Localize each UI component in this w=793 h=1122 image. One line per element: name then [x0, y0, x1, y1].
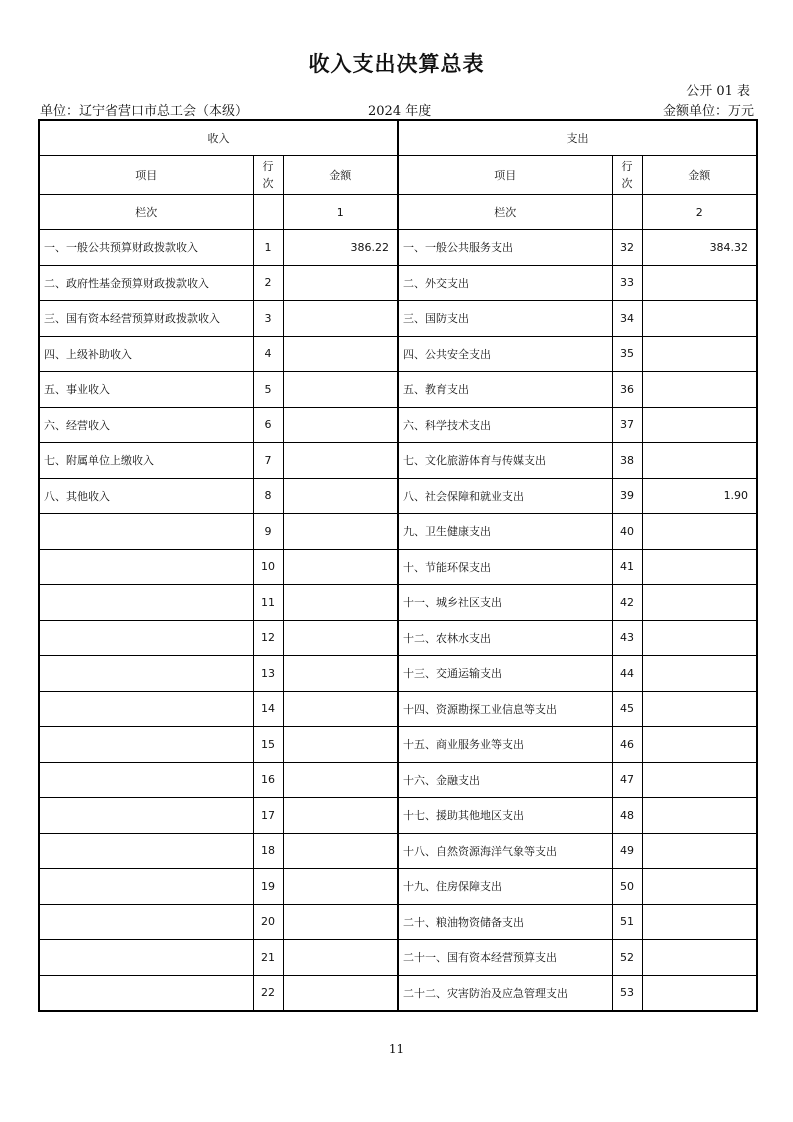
income-item-cell: [39, 869, 253, 905]
report-meta: [40, 100, 754, 119]
income-item-cell: [39, 975, 253, 1011]
income-item-cell: 七、附属单位上缴收入: [39, 443, 253, 479]
expense-amount-cell: [642, 620, 757, 656]
table-row: [39, 407, 757, 443]
income-line-cell: 20: [253, 904, 283, 940]
expense-line-cell: 33: [612, 265, 642, 301]
expense-line-cell: 42: [612, 585, 642, 621]
income-amount-cell: [283, 940, 398, 976]
income-amount-cell: [283, 620, 398, 656]
income-line-cell: 18: [253, 833, 283, 869]
income-amount-cell: [283, 975, 398, 1011]
expense-amount-cell: [642, 549, 757, 585]
expense-lanci-label: 栏次: [398, 195, 612, 230]
expense-line-cell: 43: [612, 620, 642, 656]
expense-amount-cell: 1.90: [642, 478, 757, 514]
expense-column-number: 2: [642, 195, 757, 230]
income-line-header: [253, 156, 283, 195]
table-row: [39, 798, 757, 834]
income-lanci-blank: [253, 195, 283, 230]
income-amount-cell: [283, 549, 398, 585]
expense-line-cell: 36: [612, 372, 642, 408]
line-header-bottom: 次: [262, 177, 274, 190]
expense-amount-header: 金额: [642, 156, 757, 195]
table-row: [39, 443, 757, 479]
income-item-cell: 一、一般公共预算财政拨款收入: [39, 230, 253, 266]
expense-amount-cell: [642, 904, 757, 940]
income-item-cell: 八、其他收入: [39, 478, 253, 514]
expense-amount-cell: [642, 869, 757, 905]
income-amount-cell: [283, 336, 398, 372]
expense-amount-cell: [642, 798, 757, 834]
column-number-row: [39, 195, 757, 230]
expense-line-cell: 49: [612, 833, 642, 869]
income-item-cell: [39, 656, 253, 692]
expense-line-cell: 52: [612, 940, 642, 976]
income-amount-cell: [283, 833, 398, 869]
income-item-cell: [39, 620, 253, 656]
income-item-cell: 五、事业收入: [39, 372, 253, 408]
expense-amount-cell: [642, 372, 757, 408]
fiscal-year: 2024 年度: [368, 104, 432, 119]
expense-item-cell: 二十二、灾害防治及应急管理支出: [398, 975, 612, 1011]
expense-line-cell: 46: [612, 727, 642, 763]
expense-item-cell: 十八、自然资源海洋气象等支出: [398, 833, 612, 869]
income-amount-cell: [283, 798, 398, 834]
expense-item-cell: 九、卫生健康支出: [398, 514, 612, 550]
income-amount-cell: [283, 727, 398, 763]
income-amount-cell: [283, 443, 398, 479]
expense-amount-cell: [642, 762, 757, 798]
section-header-row: [39, 120, 757, 156]
expense-item-header: 项目: [398, 156, 612, 195]
income-line-cell: 12: [253, 620, 283, 656]
expense-line-cell: 51: [612, 904, 642, 940]
expense-line-cell: 40: [612, 514, 642, 550]
expense-line-cell: 48: [612, 798, 642, 834]
income-item-cell: [39, 549, 253, 585]
income-amount-cell: [283, 478, 398, 514]
income-item-cell: [39, 833, 253, 869]
income-item-cell: [39, 904, 253, 940]
expense-amount-cell: [642, 656, 757, 692]
expense-amount-cell: [642, 833, 757, 869]
page-number: 11: [388, 1042, 405, 1056]
expense-item-cell: 二、外交支出: [398, 265, 612, 301]
expense-item-cell: 十三、交通运输支出: [398, 656, 612, 692]
expense-line-cell: 41: [612, 549, 642, 585]
expense-item-cell: 十一、城乡社区支出: [398, 585, 612, 621]
income-item-cell: [39, 691, 253, 727]
expense-amount-cell: [642, 265, 757, 301]
expense-line-cell: 44: [612, 656, 642, 692]
income-line-cell: 17: [253, 798, 283, 834]
line-header-top: 行: [262, 160, 274, 173]
expense-amount-cell: [642, 407, 757, 443]
table-row: [39, 691, 757, 727]
income-amount-cell: [283, 372, 398, 408]
expense-amount-cell: [642, 336, 757, 372]
income-line-cell: 19: [253, 869, 283, 905]
income-line-cell: 4: [253, 336, 283, 372]
income-item-cell: [39, 514, 253, 550]
reporting-unit: 单位：辽宁省营口市总工会（本级）: [40, 104, 249, 119]
expense-line-header: [612, 156, 642, 195]
income-line-cell: 13: [253, 656, 283, 692]
table-row: [39, 549, 757, 585]
table-row: [39, 514, 757, 550]
table-row: [39, 372, 757, 408]
expense-line-cell: 38: [612, 443, 642, 479]
income-line-cell: 7: [253, 443, 283, 479]
income-amount-cell: [283, 514, 398, 550]
income-lanci-label: 栏次: [39, 195, 253, 230]
income-item-header: 项目: [39, 156, 253, 195]
income-amount-cell: [283, 585, 398, 621]
expense-line-cell: 35: [612, 336, 642, 372]
income-line-cell: 6: [253, 407, 283, 443]
income-amount-cell: [283, 265, 398, 301]
income-line-cell: 16: [253, 762, 283, 798]
form-number: 公开 01 表: [686, 84, 750, 99]
table-row: [39, 869, 757, 905]
expense-item-cell: 四、公共安全支出: [398, 336, 612, 372]
income-amount-cell: [283, 691, 398, 727]
income-line-cell: 5: [253, 372, 283, 408]
expense-item-cell: 十六、金融支出: [398, 762, 612, 798]
expense-amount-cell: [642, 301, 757, 337]
income-line-cell: 15: [253, 727, 283, 763]
income-section-header: 收入: [39, 120, 398, 156]
expense-amount-cell: [642, 691, 757, 727]
income-line-cell: 3: [253, 301, 283, 337]
income-item-cell: [39, 798, 253, 834]
income-item-cell: 四、上级补助收入: [39, 336, 253, 372]
table-row: [39, 336, 757, 372]
income-column-number: 1: [283, 195, 398, 230]
expense-line-cell: 45: [612, 691, 642, 727]
expense-amount-cell: [642, 443, 757, 479]
income-item-cell: [39, 585, 253, 621]
income-line-cell: 2: [253, 265, 283, 301]
expense-item-cell: 十、节能环保支出: [398, 549, 612, 585]
table-row: [39, 230, 757, 266]
table-row: [39, 975, 757, 1011]
expense-amount-cell: [642, 585, 757, 621]
expense-line-cell: 39: [612, 478, 642, 514]
income-amount-cell: [283, 762, 398, 798]
table-row: [39, 478, 757, 514]
income-amount-cell: [283, 407, 398, 443]
table-row: [39, 585, 757, 621]
expense-line-cell: 37: [612, 407, 642, 443]
expense-amount-cell: [642, 975, 757, 1011]
money-unit: 金额单位：万元: [662, 104, 754, 119]
income-line-cell: 9: [253, 514, 283, 550]
income-line-cell: 1: [253, 230, 283, 266]
table-row: [39, 727, 757, 763]
expense-section-header: 支出: [398, 120, 757, 156]
income-line-cell: 10: [253, 549, 283, 585]
expense-line-cell: 47: [612, 762, 642, 798]
income-item-cell: 二、政府性基金预算财政拨款收入: [39, 265, 253, 301]
income-item-cell: 六、经营收入: [39, 407, 253, 443]
table-row: [39, 762, 757, 798]
income-line-cell: 14: [253, 691, 283, 727]
page-title: 收入支出决算总表: [308, 52, 485, 76]
expense-line-cell: 53: [612, 975, 642, 1011]
expense-amount-cell: [642, 727, 757, 763]
table-row: [39, 833, 757, 869]
expense-item-cell: 十九、住房保障支出: [398, 869, 612, 905]
income-item-cell: [39, 727, 253, 763]
expense-item-cell: 二十、粮油物资储备支出: [398, 904, 612, 940]
expense-line-cell: 34: [612, 301, 642, 337]
expense-item-cell: 十四、资源勘探工业信息等支出: [398, 691, 612, 727]
income-amount-cell: [283, 301, 398, 337]
table-row: [39, 265, 757, 301]
income-expense-table: [38, 119, 758, 1012]
expense-item-cell: 六、科学技术支出: [398, 407, 612, 443]
expense-amount-cell: [642, 514, 757, 550]
income-amount-cell: [283, 904, 398, 940]
column-header-row: [39, 156, 757, 195]
table-row: [39, 940, 757, 976]
income-item-cell: [39, 762, 253, 798]
table-row: [39, 620, 757, 656]
income-line-cell: 22: [253, 975, 283, 1011]
line-header-bottom: 次: [621, 177, 633, 190]
expense-item-cell: 二十一、国有资本经营预算支出: [398, 940, 612, 976]
income-amount-cell: [283, 656, 398, 692]
expense-item-cell: 一、一般公共服务支出: [398, 230, 612, 266]
expense-line-cell: 32: [612, 230, 642, 266]
expense-item-cell: 八、社会保障和就业支出: [398, 478, 612, 514]
expense-lanci-blank: [612, 195, 642, 230]
income-amount-cell: [283, 869, 398, 905]
income-item-cell: [39, 940, 253, 976]
income-line-cell: 11: [253, 585, 283, 621]
expense-line-cell: 50: [612, 869, 642, 905]
line-header-top: 行: [621, 160, 633, 173]
expense-item-cell: 七、文化旅游体育与传媒支出: [398, 443, 612, 479]
table-row: [39, 904, 757, 940]
table-row: [39, 656, 757, 692]
income-amount-header: 金额: [283, 156, 398, 195]
expense-amount-cell: [642, 940, 757, 976]
income-item-cell: 三、国有资本经营预算财政拨款收入: [39, 301, 253, 337]
income-amount-cell: 386.22: [283, 230, 398, 266]
income-line-cell: 21: [253, 940, 283, 976]
expense-item-cell: 三、国防支出: [398, 301, 612, 337]
expense-item-cell: 五、教育支出: [398, 372, 612, 408]
table-row: [39, 301, 757, 337]
expense-item-cell: 十七、援助其他地区支出: [398, 798, 612, 834]
expense-item-cell: 十二、农林水支出: [398, 620, 612, 656]
expense-amount-cell: 384.32: [642, 230, 757, 266]
income-line-cell: 8: [253, 478, 283, 514]
expense-item-cell: 十五、商业服务业等支出: [398, 727, 612, 763]
